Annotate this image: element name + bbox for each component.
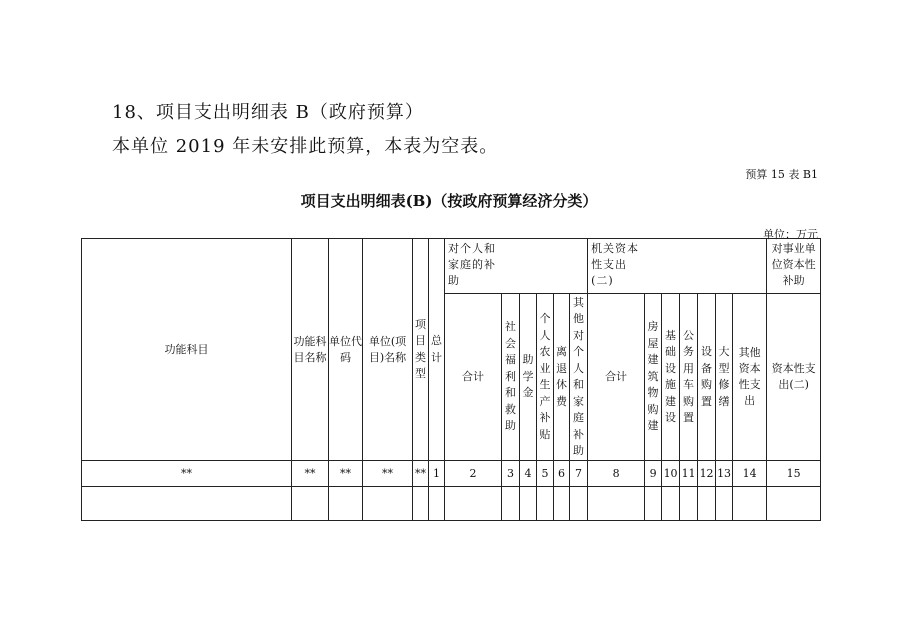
empty-data-row — [82, 487, 821, 521]
data-cell — [537, 487, 554, 521]
header-other-personal: 其他对个人和家庭补助 — [570, 294, 588, 461]
header-vehicle: 公务用车购置 — [680, 294, 698, 461]
header-row-groups — [82, 239, 821, 294]
header-infrastructure: 基础设施建设 — [662, 294, 680, 461]
index-cell: 5 — [537, 461, 554, 487]
data-cell — [645, 487, 662, 521]
index-cell: 10 — [662, 461, 680, 487]
index-cell: 6 — [554, 461, 570, 487]
data-cell — [733, 487, 767, 521]
header-agri-subsidy: 个人农业生产补贴 — [537, 294, 554, 461]
header-equipment: 设备购置 — [698, 294, 716, 461]
data-cell — [502, 487, 520, 521]
index-cell: ** — [413, 461, 429, 487]
data-cell — [662, 487, 680, 521]
data-cell — [329, 487, 363, 521]
header-social-welfare: 社会福利和救助 — [502, 294, 520, 461]
data-cell — [554, 487, 570, 521]
data-cell — [767, 487, 821, 521]
index-row — [82, 461, 821, 487]
unit-label: 单位：万元 — [763, 228, 818, 241]
header-group-personal: 对个人和家庭的补助 — [445, 239, 588, 294]
header-other-capital: 其他资本性支出 — [733, 294, 767, 461]
index-cell: ** — [292, 461, 329, 487]
index-cell: 1 — [429, 461, 445, 487]
data-cell — [445, 487, 502, 521]
index-cell: 9 — [645, 461, 662, 487]
budget-table — [81, 238, 821, 521]
data-cell — [588, 487, 645, 521]
data-cell — [680, 487, 698, 521]
index-cell: 2 — [445, 461, 502, 487]
header-student-aid: 助学金 — [520, 294, 537, 461]
index-cell: 8 — [588, 461, 645, 487]
data-cell — [429, 487, 445, 521]
index-cell: 14 — [733, 461, 767, 487]
index-cell: ** — [329, 461, 363, 487]
data-cell — [520, 487, 537, 521]
header-group-capital: 机关资本性支出(二) — [588, 239, 767, 294]
header-capital-expense-2: 资本性支出(二) — [767, 294, 821, 461]
header-retirement: 离退休费 — [554, 294, 570, 461]
data-cell — [698, 487, 716, 521]
empty-table-note: 本单位 2019 年未安排此预算，本表为空表。 — [112, 136, 499, 157]
header-personal-subtotal: 合计 — [445, 294, 502, 461]
header-project-type: 项目类型 — [413, 239, 429, 461]
data-cell — [292, 487, 329, 521]
header-group-enterprise: 对事业单位资本性补助 — [767, 239, 821, 294]
header-capital-subtotal: 合计 — [588, 294, 645, 461]
index-cell: 15 — [767, 461, 821, 487]
index-cell: ** — [363, 461, 413, 487]
index-cell: 13 — [716, 461, 733, 487]
header-repair: 大型修缮 — [716, 294, 733, 461]
index-cell: 7 — [570, 461, 588, 487]
table-number: 预算 15 表 B1 — [745, 168, 818, 181]
header-unit-project-name: 单位(项目)名称 — [363, 239, 413, 461]
header-func-subject: 功能科目 — [82, 239, 292, 461]
header-func-subject-name: 功能科目名称 — [292, 239, 329, 461]
data-cell — [716, 487, 733, 521]
data-cell — [363, 487, 413, 521]
data-cell — [413, 487, 429, 521]
header-total: 总计 — [429, 239, 445, 461]
data-cell — [570, 487, 588, 521]
data-cell — [82, 487, 292, 521]
index-cell: 3 — [502, 461, 520, 487]
index-cell: 11 — [680, 461, 698, 487]
table-title: 项目支出明细表(B)（按政府预算经济分类） — [300, 192, 598, 210]
index-cell: 12 — [698, 461, 716, 487]
header-building: 房屋建筑物购建 — [645, 294, 662, 461]
index-cell: 4 — [520, 461, 537, 487]
index-cell: ** — [82, 461, 292, 487]
header-unit-code: 单位代码 — [329, 239, 363, 461]
section-heading: 18、项目支出明细表 B（政府预算） — [112, 102, 424, 123]
